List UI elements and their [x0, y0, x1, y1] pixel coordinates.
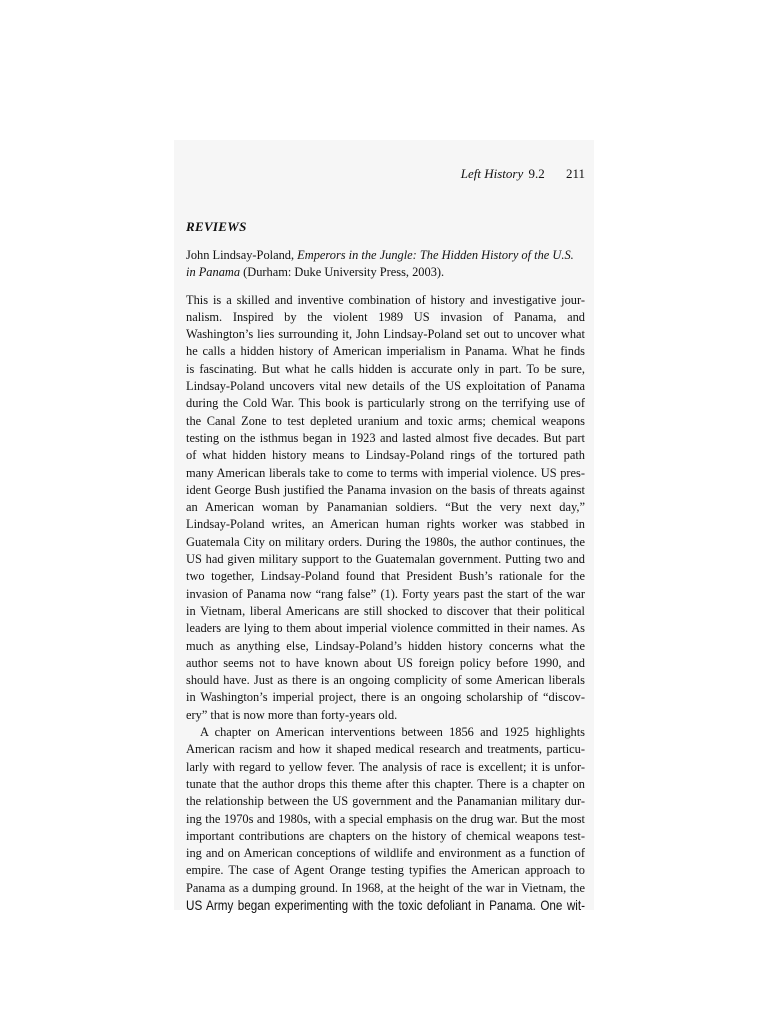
text-line: the relationship between the US government and the Panamanian military dur- — [186, 794, 585, 809]
text-line: an American woman by Panamanian soldiers. “But the very next day,” — [186, 500, 585, 515]
review-body — [186, 292, 585, 915]
text-line: in Vietnam, liberal Americans are still shocked to discover that their political — [186, 603, 585, 618]
text-line: is fascinating. But what he calls hidden is accurate only in part. To be sure, — [186, 361, 585, 376]
section-title: REVIEWS — [186, 219, 247, 234]
text-line: Guatemala City on military orders. During the 1980s, the author continues, the — [186, 534, 585, 549]
text-line: Panama as a dumping ground. In 1968, at the height of the war in Vietnam, the — [186, 880, 585, 895]
text-line: of what hidden history means to Lindsay-Poland rings of the tortured path — [186, 448, 585, 463]
text-line: A chapter on American interventions between 1856 and 1925 highlights — [200, 725, 585, 740]
citation-publication: (Durham: Duke University Press, 2003). — [240, 265, 445, 280]
text-line: two together, Lindsay-Poland found that President Bush’s rationale for the — [186, 569, 585, 584]
text-line: in Washington’s imperial project, there is an ongoing scholarship of “discov- — [186, 690, 585, 705]
text-line: he calls a hidden history of American imperialism in Panama. What he finds — [186, 344, 585, 359]
text-line: ing and on American conceptions of wildlife and environment as a function of — [186, 846, 585, 861]
page-content — [186, 165, 585, 915]
running-header — [186, 165, 585, 183]
text-line: larly with regard to yellow fever. The analysis of race is excellent; it is unfor- — [186, 759, 585, 774]
text-line: author seems not to have known about US foreign policy before 1990, and — [186, 655, 585, 670]
text-line: tunate that the author drops this theme after this chapter. There is a chapter on — [186, 776, 585, 791]
journal-name: Left History — [460, 166, 524, 181]
text-line: should have. Just as there is an ongoing complicity of some American liberals — [186, 673, 585, 688]
text-line: important contributions are chapters on the history of chemical weapons test- — [186, 828, 585, 843]
text-line: Lindsay-Poland uncovers vital new details of the US exploitation of Panama — [186, 379, 585, 394]
text-line: Washington’s lies surrounding it, John Lindsay-Poland set out to uncover what — [186, 327, 585, 342]
text-line: US had given military support to the Guatemalan government. Putting two and — [186, 552, 585, 567]
citation-author: John Lindsay-Poland, — [186, 248, 298, 262]
text-line: much as anything else, Lindsay-Poland’s hidden history concerns what the — [186, 638, 585, 653]
text-line: nalism. Inspired by the violent 1989 US invasion of Panama, and — [186, 309, 585, 324]
citation-book-title: Emperors in the Jungle: The Hidden History of the U.S. in Panama — [186, 248, 574, 280]
text-line: invasion of Panama now “rang false” (1). Forty years past the start of the war — [186, 586, 585, 601]
text-line: This is a skilled and inventive combination of history and investigative jour- — [186, 292, 585, 307]
text-line: Lindsay-Poland writes, an American human rights worker was stabbed in — [186, 517, 585, 532]
page-number: 211 — [565, 166, 585, 181]
text-line: US Army began experimenting with the toxic defoliant in Panama. One wit- — [186, 897, 586, 913]
text-line: American racism and how it shaped medical research and treatments, particu- — [186, 742, 585, 757]
text-line: many American liberals take to come to terms with imperial violence. US pres- — [186, 465, 585, 480]
text-line: ing the 1970s and 1980s, with a special emphasis on the drug war. But the most — [186, 811, 585, 826]
text-line: testing on the isthmus began in 1923 and lasted almost five decades. But part — [186, 430, 585, 445]
text-line: during the Cold War. This book is particularly strong on the terrifying use of — [186, 396, 585, 411]
text-line: empire. The case of Agent Orange testing typifies the American approach to — [186, 863, 585, 878]
text-line: leaders are lying to them about imperial violence committed in their names. As — [186, 621, 585, 636]
journal-issue: 9.2 — [528, 166, 545, 181]
book-citation — [186, 247, 585, 282]
text-line: the Canal Zone to test depleted uranium and toxic arms; chemical weapons — [186, 413, 585, 428]
text-line: ery” that is now more than forty-years old. — [186, 707, 398, 722]
text-line: ident George Bush justified the Panama invasion on the basis of threats against — [186, 482, 585, 497]
